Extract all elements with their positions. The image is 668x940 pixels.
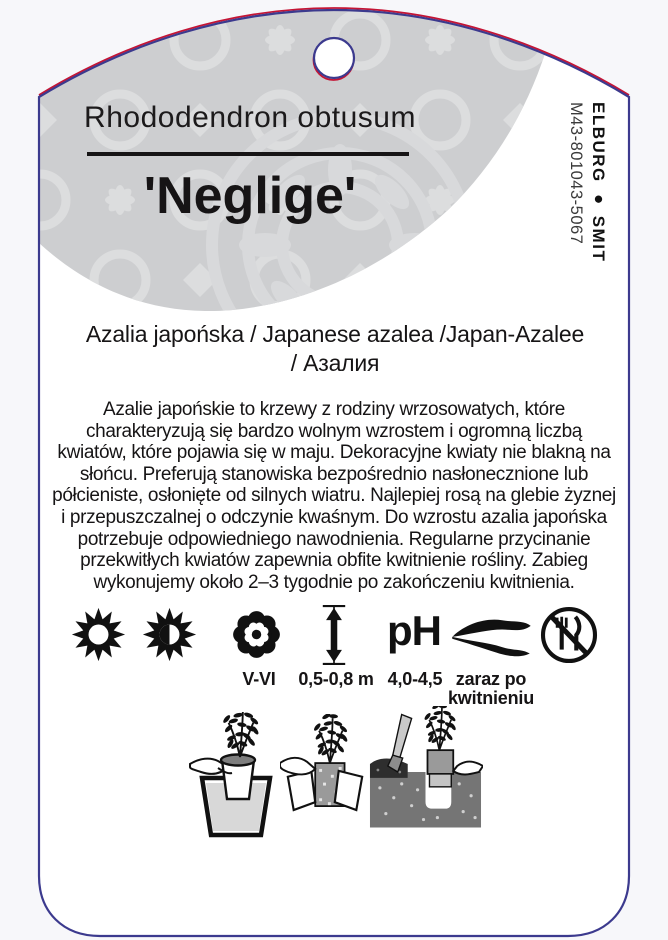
punch-hole — [314, 38, 354, 78]
ph-icon: pH — [387, 607, 441, 654]
pruning-time-line1: zaraz po — [455, 669, 527, 689]
pruning-time-label — [431, 670, 551, 708]
common-names-line2: / Азалия — [290, 350, 380, 376]
height-arrow-icon — [320, 603, 348, 667]
species-title: Rhododendron obtusum — [84, 101, 416, 134]
pruning-time-line2: kwitnieniu — [447, 688, 534, 708]
care-description: Azalie japońskie to krzewy z rodziny wrzosowatych, które charakteryzują się bardzo wolnym wzrostem i ogromną liczbą kwiatów, które pojawia się w maju. Dekoracyjne kwiaty nie blakną na słońcu. Preferują stanowiska bezpośrednio nasłonecznione lub półcieniste, osłonięte od silnych wiatru. Najlepiej rosą na glebie żyznej i przepuszczalnej o odczynie kwaśnym. Do wzrostu azalia japońska potrzebuje odpowiedniego nawodnienia. Regularne przycinanie przekwitłych kwiatów zapewnia obfite kwitnienie rośliny. Zabieg wykonujemy około 2–3 tygodnie po zakończeniu kwitnienia. — [52, 399, 616, 593]
ph-range-label: 4,0-4,5 — [387, 669, 443, 689]
product-code-vertical-text: M43-801043-5067 — [567, 102, 585, 245]
not-edible-icon — [538, 604, 600, 666]
common-names — [39, 320, 631, 378]
flower-icon — [229, 607, 284, 662]
height-range-label: 0,5-0,8 m — [298, 669, 374, 689]
common-names-line1: Azalia japońska / Japanese azalea /Japan-Azalee — [85, 321, 585, 347]
cultivar-name: 'Neglige' — [143, 167, 357, 225]
soak-pot-illustration — [188, 712, 276, 840]
full-sun-icon — [70, 606, 127, 663]
pruning-shears-icon — [448, 612, 534, 660]
title-divider — [87, 152, 409, 156]
plant-in-soil-illustration — [368, 706, 483, 830]
half-shade-sun-icon — [141, 606, 198, 663]
brand-vertical-text: ELBURG ● SMIT — [589, 102, 608, 263]
remove-pot-illustration — [280, 714, 370, 818]
flowering-months-label: V-VI — [242, 669, 276, 689]
